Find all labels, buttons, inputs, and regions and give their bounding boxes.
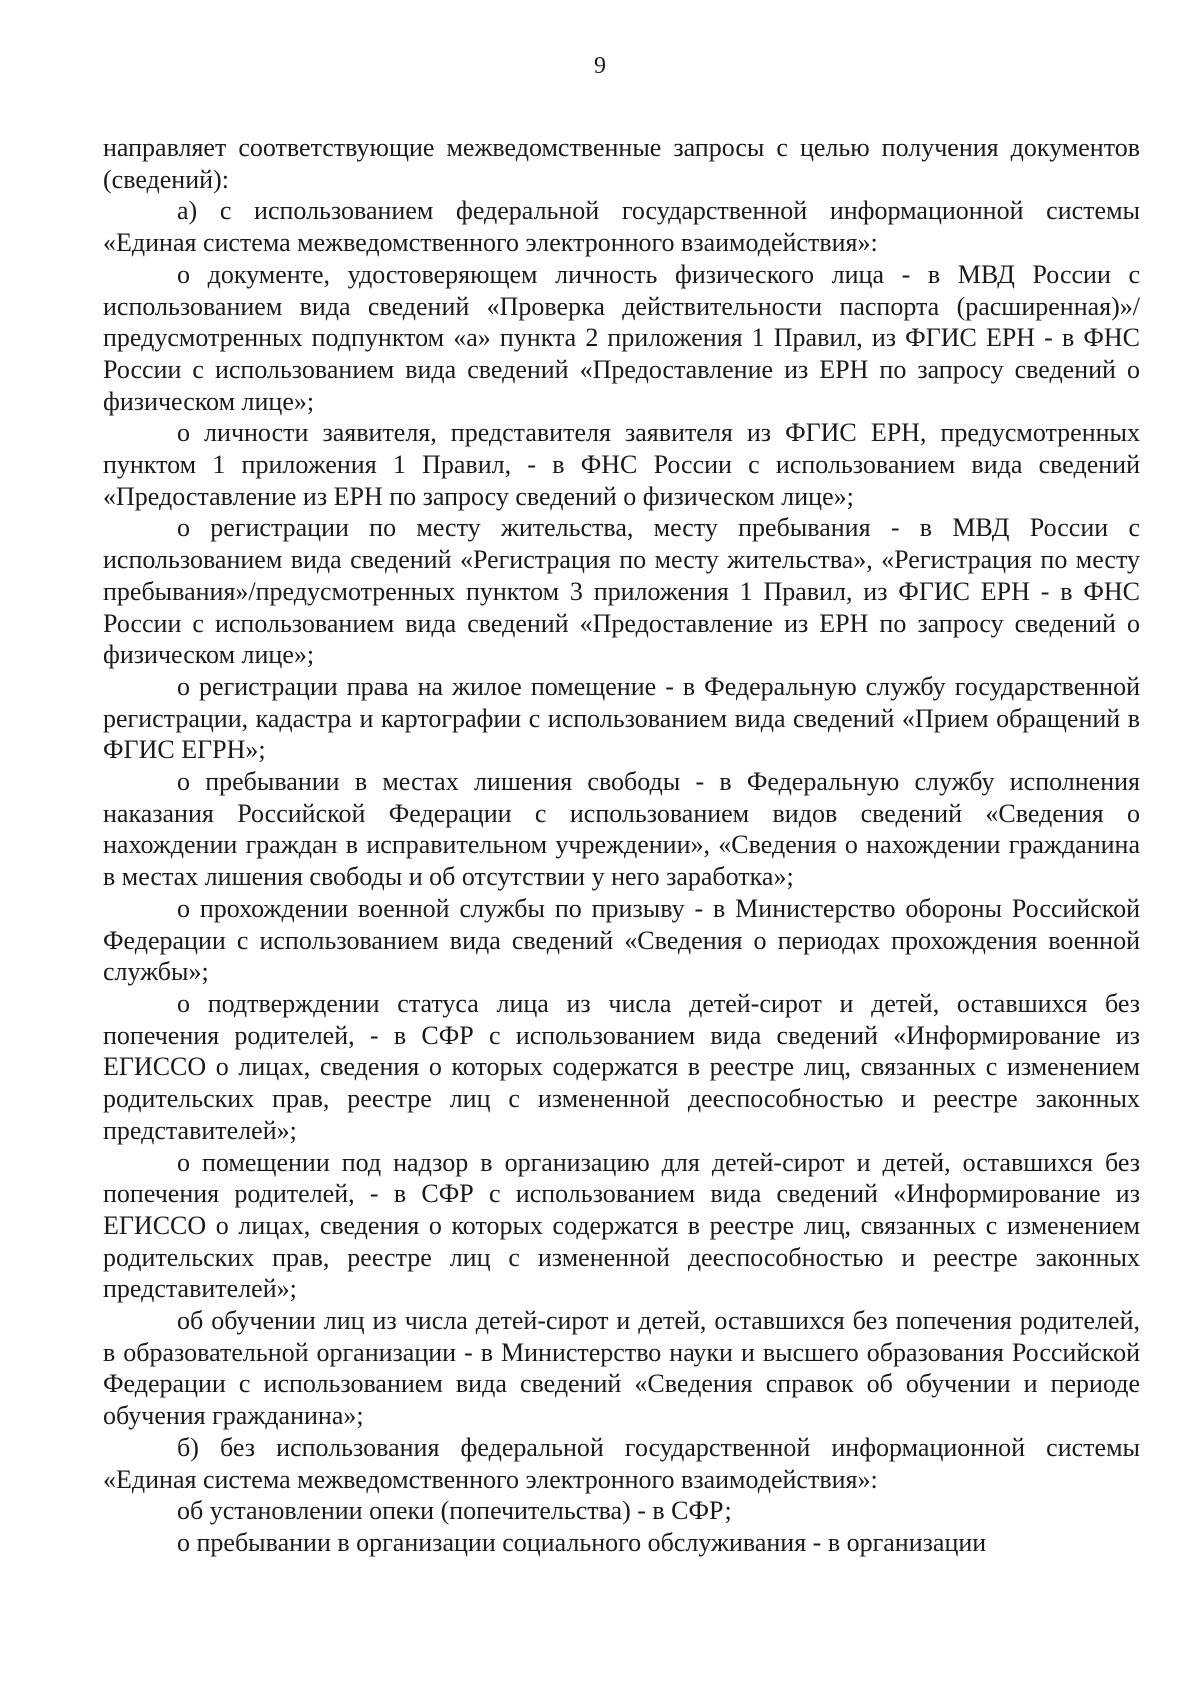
page-number: 9: [594, 53, 606, 79]
paragraph-social-service: о пребывании в организации социального обслуживания - в организации: [177, 1527, 987, 1557]
paragraph-registration-residence: о регистрации по месту жительства, месту пребывания - в МВД России с использованием вида сведений «Регистрация по месту жительства», «Регистрация по месту пребывания»/предусмотренных пунктом 3 приложения 1 Правил, из ФГИС ЕРН - в ФНС России с использованием вида сведений «Предоставление из ЕРН по запросу сведений о физическом лице»;: [103, 513, 1140, 670]
paragraph-orphan-status: о подтверждении статуса лица из числа детей-сирот и детей, оставшихся без попечения родителей, - в СФР с использованием вида сведений «Информирование из ЕГИССО о лицах, сведения о которых содержатся в реестре лиц, связанных с изменением родительских прав, реестре лиц с измененной дееспособностью и реестре законных представителей»;: [103, 988, 1140, 1145]
paragraph-military-service: о прохождении военной службы по призыву - в Министерство обороны Российской Федерации с использованием вида сведений «Сведения о периодах прохождения военной службы»;: [103, 893, 1140, 987]
paragraph-education: об обучении лиц из числа детей-сирот и детей, оставшихся без попечения родителей, в образовательной организации - в Министерство науки и высшего образования Российской Федерации с использованием вида сведений «Сведения справок об обучении и периоде обучения гражданина»;: [103, 1306, 1140, 1431]
paragraph-detention: о пребывании в местах лишения свободы - в Федеральную службу исполнения наказания Российской Федерации с использованием видов сведений «Сведения о нахождении граждан в исправительном учреждении», «Сведения о нахождении гражданина в местах лишения свободы и об отсутствии у него заработка»;: [103, 767, 1140, 892]
document-body: [103, 132, 1140, 1559]
paragraph-identity-document: о документе, удостоверяющем личность физического лица - в МВД России с использованием вида сведений «Проверка действительности паспорта (расширенная)»/предусмотренных подпунктом «а» пункта 2 приложения 1 Правил, из ФГИС ЕРН - в ФНС России с использованием вида сведений «Предоставление из ЕРН по запросу сведений о физическом лице»;: [103, 259, 1140, 416]
paragraph-applicant-identity: о личности заявителя, представителя заявителя из ФГИС ЕРН, предусмотренных пунктом 1 приложения 1 Правил, - в ФНС России с использованием вида сведений «Предоставление из ЕРН по запросу сведений о физическом лице»;: [103, 418, 1140, 511]
paragraph-supervision-placement: о помещении под надзор в организацию для детей-сирот и детей, оставшихся без попечения родителей, - в СФР с использованием вида сведений «Информирование из ЕГИССО о лицах, сведения о которых содержатся в реестре лиц, связанных с изменением родительских прав, реестре лиц с измененной дееспособностью и реестре законных представителей»;: [103, 1147, 1140, 1304]
paragraph-guardianship: об установлении опеки (попечительства) - в СФР;: [177, 1496, 732, 1526]
paragraph-item-b: б) без использования федеральной государственной информационной системы «Единая система межведомственного электронного взаимодействия»:: [103, 1432, 1140, 1494]
paragraph-item-a: а) с использованием федеральной государственной информационной системы «Единая система межведомственного электронного взаимодействия»:: [103, 196, 1140, 258]
paragraph-property-rights: о регистрации права на жилое помещение - в Федеральную службу государственной регистрации, кадастра и картографии с использованием вида сведений «Прием обращений в ФГИС ЕГРН»;: [103, 671, 1140, 765]
paragraph-intro: направляет соответствующие межведомственные запросы с целью получения документов (сведений):: [103, 133, 1140, 194]
